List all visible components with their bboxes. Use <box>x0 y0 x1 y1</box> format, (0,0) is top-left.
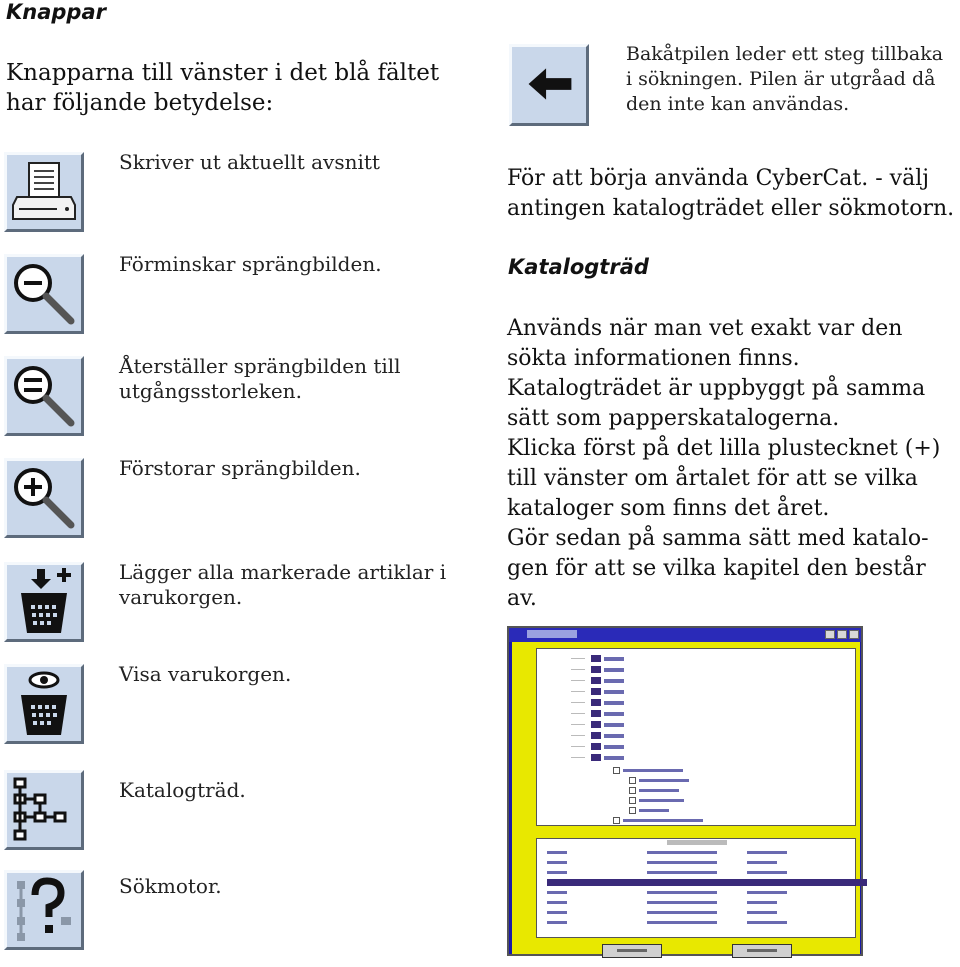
zoom-in-button[interactable] <box>4 458 84 538</box>
back-button[interactable] <box>509 44 589 126</box>
dialog-button <box>602 944 662 958</box>
zoom-reset-icon <box>7 359 81 433</box>
tree-node <box>591 754 601 761</box>
description-line: Katalogträd. <box>119 778 246 802</box>
view-cart-icon <box>7 667 81 741</box>
parts-table <box>536 838 856 938</box>
description-line: utgångsstorleken. <box>119 379 302 403</box>
search-engine-icon <box>7 873 81 947</box>
zoom-out-description <box>119 252 382 277</box>
intro-line: har följande betydelse: <box>6 90 274 116</box>
zoom-in-description <box>119 456 361 481</box>
dialog-button <box>732 944 792 958</box>
tree-node <box>591 677 601 684</box>
description-line: Sökmotor. <box>119 874 222 898</box>
tree-node <box>591 732 601 739</box>
tree-node <box>591 666 601 673</box>
paragraph-line: kataloger som finns det året. <box>507 496 830 521</box>
paragraph-line: sätt som papperskatalogerna. <box>507 406 840 431</box>
description-line: den inte kan användas. <box>626 93 850 115</box>
window-title-text <box>527 630 577 638</box>
description-line: Lägger alla markerade artiklar i <box>119 560 447 584</box>
intro-line: Knapparna till vänster i det blå fältet <box>6 60 440 86</box>
tree-pane <box>536 648 856 826</box>
start-paragraph <box>507 164 957 224</box>
paragraph-line: antingen katalogträdet eller sökmotorn. <box>507 196 955 221</box>
search-engine-button[interactable] <box>4 870 84 950</box>
tree-node <box>591 699 601 706</box>
selected-table-row <box>547 879 867 886</box>
minimize-button <box>825 630 835 639</box>
paragraph-line: till vänster om årtalet för att se vilka <box>507 466 918 491</box>
description-line: Skriver ut aktuellt avsnitt <box>119 150 380 174</box>
catalog-tree-screenshot <box>507 626 863 956</box>
paragraph-line: sökta informationen finns. <box>507 346 800 371</box>
print-button[interactable] <box>4 152 84 232</box>
tree-node <box>591 710 601 717</box>
description-line: Bakåtpilen leder ett steg tillbaka <box>626 43 944 65</box>
section-title: Katalogträd <box>508 255 649 279</box>
tree-node <box>591 721 601 728</box>
paragraph-line: gen för att se vilka kapitel den består <box>507 556 926 581</box>
window-body <box>512 642 860 954</box>
paragraph-line: För att börja använda CyberCat. - välj <box>507 166 930 191</box>
zoom-out-icon <box>7 257 81 331</box>
search-engine-description <box>119 874 222 899</box>
window-titlebar <box>509 628 861 642</box>
paragraph-line: Används när man vet exakt var den <box>507 316 903 341</box>
catalog-tree-button[interactable] <box>4 770 84 850</box>
paragraph-line: av. <box>507 586 537 611</box>
zoom-reset-description <box>119 354 401 404</box>
page-title: Knappar <box>6 0 106 24</box>
description-line: Förstorar sprängbilden. <box>119 456 361 480</box>
tree-node <box>591 688 601 695</box>
catalog-tree-icon <box>7 773 81 847</box>
maximize-button <box>837 630 847 639</box>
paragraph-line: Katalogträdet är uppbyggt på samma <box>507 376 926 401</box>
zoom-out-button[interactable] <box>4 254 84 334</box>
printer-icon <box>7 155 81 229</box>
tree-node <box>591 743 601 750</box>
print-description <box>119 150 380 175</box>
description-line: i sökningen. Pilen är utgråad då <box>626 68 936 90</box>
description-line: Förminskar sprängbilden. <box>119 252 382 276</box>
tree-node <box>591 655 601 662</box>
intro-text <box>6 58 439 118</box>
zoom-in-icon <box>7 461 81 535</box>
catalog-tree-paragraph <box>507 314 957 614</box>
paragraph-line: Klicka först på det lilla plustecknet (+) <box>507 436 941 461</box>
description-line: Återställer sprängbilden till <box>119 354 401 378</box>
add-to-cart-button[interactable] <box>4 562 84 642</box>
view-cart-description <box>119 662 291 687</box>
back-description <box>626 42 943 117</box>
catalog-tree-description <box>119 778 246 803</box>
add-to-cart-description <box>119 560 446 610</box>
add-to-cart-icon <box>7 565 81 639</box>
paragraph-line: Gör sedan på samma sätt med katalo- <box>507 526 929 551</box>
close-button <box>849 630 859 639</box>
description-line: varukorgen. <box>119 585 243 609</box>
description-line: Visa varukorgen. <box>119 662 292 686</box>
view-cart-button[interactable] <box>4 664 84 744</box>
back-arrow-icon <box>512 47 586 121</box>
zoom-reset-button[interactable] <box>4 356 84 436</box>
